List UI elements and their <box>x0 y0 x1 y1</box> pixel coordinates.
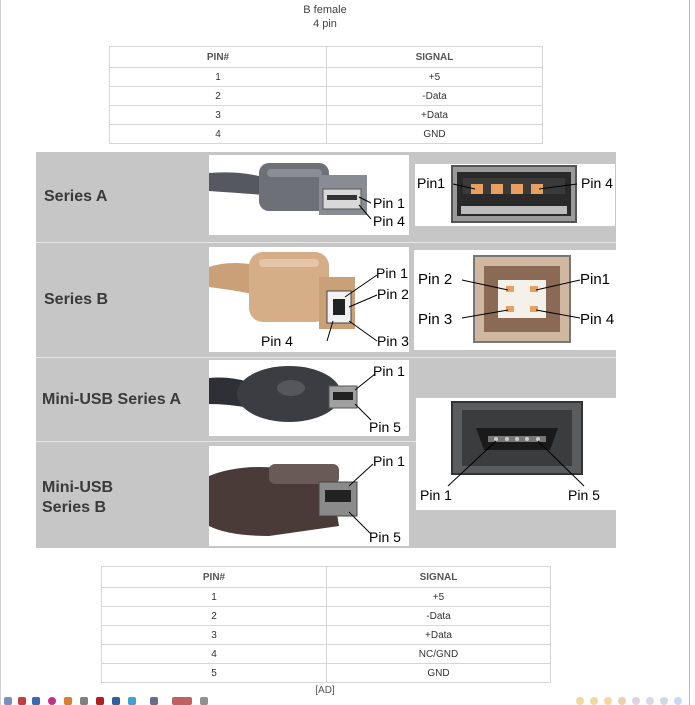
connector-grid <box>36 152 616 548</box>
socket-label-pin4: Pin 4 <box>580 311 615 328</box>
signal-cell: NC/GND <box>327 645 551 664</box>
pin-cell: 1 <box>110 68 327 87</box>
mini-a-plug-image <box>209 360 409 436</box>
signal-cell: +Data <box>327 626 551 645</box>
series-b-label: Series B <box>44 291 109 308</box>
tray-icon[interactable] <box>618 697 626 705</box>
series-a-plug-image <box>209 155 409 235</box>
pin-count: 4 pin <box>313 18 337 30</box>
tray-icon[interactable] <box>590 697 598 705</box>
pinout-table-4pin <box>109 46 543 144</box>
row-divider <box>36 357 616 358</box>
table-row <box>110 106 543 125</box>
app-icon[interactable] <box>172 697 192 705</box>
mini-socket-image <box>416 398 616 510</box>
app-icon[interactable] <box>18 697 26 705</box>
table-row <box>110 87 543 106</box>
socket-label-pin4: Pin 4 <box>581 175 613 191</box>
app-icon[interactable] <box>32 697 40 705</box>
signal-cell: -Data <box>327 607 551 626</box>
app-icon[interactable] <box>128 697 136 705</box>
socket-label-pin1: Pin 1 <box>420 487 452 503</box>
app-icon[interactable] <box>4 697 12 705</box>
tray-icon[interactable] <box>674 697 682 705</box>
pin-cell: 2 <box>110 87 327 106</box>
app-icon[interactable] <box>48 697 56 705</box>
pin-cell: 4 <box>110 125 327 144</box>
connector-name: B female <box>303 4 347 16</box>
plug-label-pin2: Pin 2 <box>377 286 409 302</box>
signal-cell: +5 <box>327 588 551 607</box>
table-row <box>102 645 551 664</box>
app-icon[interactable] <box>150 697 158 705</box>
socket-label-pin1: Pin1 <box>417 175 446 191</box>
plug-label-pin5: Pin 5 <box>369 529 401 545</box>
table-header-row <box>102 567 551 588</box>
socket-label-pin2: Pin 2 <box>418 271 453 288</box>
tray-icon[interactable] <box>646 697 654 705</box>
app-icon[interactable] <box>96 697 104 705</box>
pin-cell: 1 <box>102 588 327 607</box>
column-header-signal: SIGNAL <box>327 47 543 68</box>
mini-b-plug-image <box>209 446 409 546</box>
series-a-socket-image <box>415 164 615 226</box>
ad-placeholder-link[interactable]: [AD] <box>315 685 335 696</box>
signal-cell: GND <box>327 125 543 144</box>
table-row <box>102 607 551 626</box>
table-row <box>102 626 551 645</box>
left-border <box>0 0 1 705</box>
column-header-pin: PIN# <box>102 567 327 588</box>
tray-icon[interactable] <box>660 697 668 705</box>
column-header-signal: SIGNAL <box>327 567 551 588</box>
table-header-row <box>110 47 543 68</box>
table-row <box>102 588 551 607</box>
pin-cell: 5 <box>102 664 327 683</box>
app-icon[interactable] <box>112 697 120 705</box>
taskbar-strip <box>0 697 695 705</box>
plug-label-pin1: Pin 1 <box>373 363 405 379</box>
pin-cell: 4 <box>102 645 327 664</box>
signal-cell: -Data <box>327 87 543 106</box>
socket-label-pin3: Pin 3 <box>418 311 453 328</box>
pin-cell: 3 <box>102 626 327 645</box>
app-icon[interactable] <box>200 697 208 705</box>
plug-label-pin5: Pin 5 <box>369 419 401 435</box>
table-row <box>110 68 543 87</box>
pin-cell: 3 <box>110 106 327 125</box>
mini-b-label-line1: Mini-USB <box>42 479 114 496</box>
column-header-pin: PIN# <box>110 47 327 68</box>
plug-label-pin1: Pin 1 <box>373 453 405 469</box>
socket-label-pin1: Pin1 <box>580 271 611 288</box>
pin-cell: 2 <box>102 607 327 626</box>
signal-cell: +Data <box>327 106 543 125</box>
tray-icon[interactable] <box>576 697 584 705</box>
pinout-table-5pin <box>101 566 551 683</box>
tray-icon[interactable] <box>632 697 640 705</box>
signal-cell: GND <box>327 664 551 683</box>
app-icon[interactable] <box>64 697 72 705</box>
plug-label-pin1: Pin 1 <box>376 265 408 281</box>
app-icon[interactable] <box>80 697 88 705</box>
series-b-socket-image <box>414 250 616 350</box>
plug-label-pin3: Pin 3 <box>377 333 409 349</box>
mini-a-label: Mini-USB Series A <box>42 391 181 408</box>
tray-icon[interactable] <box>604 697 612 705</box>
row-divider <box>36 242 616 243</box>
table-row <box>110 125 543 144</box>
plug-label-pin4: Pin 4 <box>373 213 405 229</box>
plug-label-pin1: Pin 1 <box>373 195 405 211</box>
series-a-label: Series A <box>44 188 108 205</box>
mini-b-label-line2: Series B <box>42 499 107 516</box>
right-border <box>689 0 690 705</box>
table-row <box>102 664 551 683</box>
signal-cell: +5 <box>327 68 543 87</box>
socket-label-pin5: Pin 5 <box>568 487 600 503</box>
series-b-plug-image <box>209 247 409 352</box>
plug-label-pin4: Pin 4 <box>261 333 293 349</box>
